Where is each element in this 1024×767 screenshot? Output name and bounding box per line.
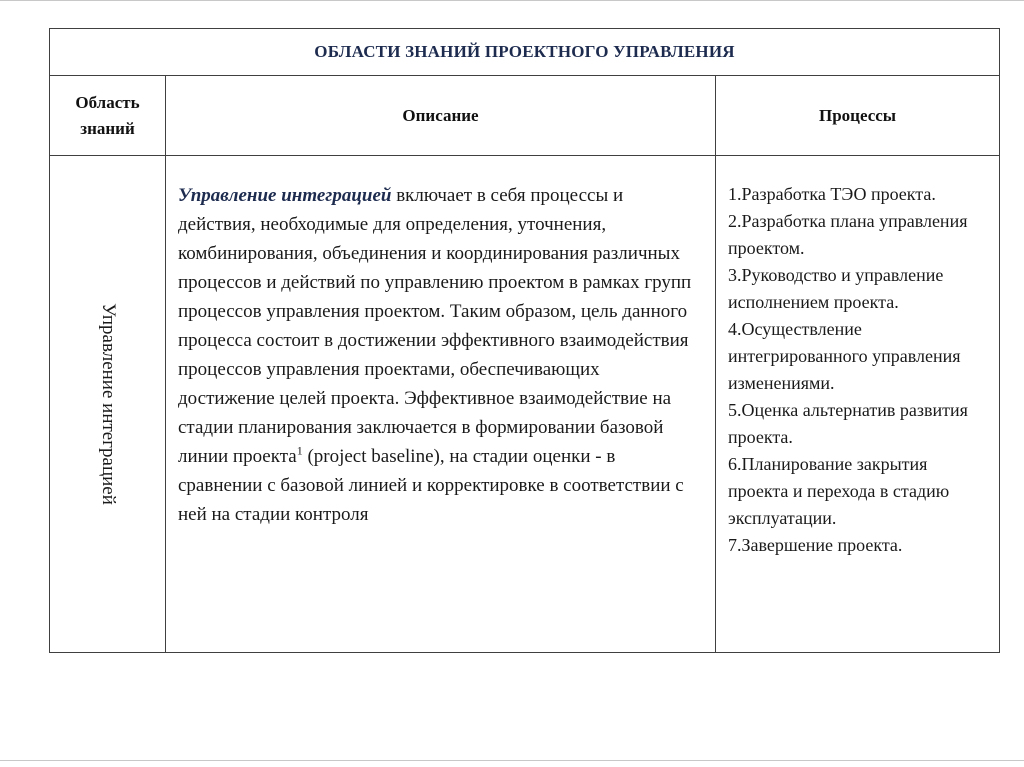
slide-top-border bbox=[0, 0, 1024, 1]
area-name: Управление интеграцией bbox=[97, 303, 119, 505]
process-item-3: 3.Руководство и управление исполнением проекта. bbox=[728, 265, 944, 312]
header-area-line2: знаний bbox=[80, 118, 135, 138]
process-item-2: 2.Разработка плана управления проектом. bbox=[728, 211, 968, 258]
footnote-mark: 1 bbox=[296, 443, 303, 458]
process-item-7: 7.Завершение проекта. bbox=[728, 535, 903, 555]
area-cell bbox=[50, 156, 166, 653]
table-title: ОБЛАСТИ ЗНАНИЙ ПРОЕКТНОГО УПРАВЛЕНИЯ bbox=[50, 29, 1000, 76]
table-row bbox=[50, 156, 1000, 653]
process-item-4: 4.Осуществление интегрированного управления изменениями. bbox=[728, 319, 961, 393]
header-processes: Процессы bbox=[716, 76, 1000, 156]
slide-bottom-border bbox=[0, 760, 1024, 761]
knowledge-areas-table bbox=[49, 28, 1000, 653]
description-text bbox=[178, 181, 699, 529]
process-list bbox=[728, 181, 991, 559]
header-description: Описание bbox=[166, 76, 716, 156]
description-body: включает в себя процессы и действия, необходимые для определения, уточнения, комбинирования, объединения и координирования различных процессов и действий по управлению проектом в рамках групп процессов управления проектом. Таким образом, цель данного процесса состоит в достижении эффективного взаимодействия процессов управления проектами, обеспечивающих достижение целей проекта. Эффективное взаимодействие на стадии планирования заключается в формировании базовой линии проекта bbox=[178, 185, 692, 467]
processes-cell bbox=[716, 156, 1000, 653]
title-row bbox=[50, 29, 1000, 76]
process-item-1: 1.Разработка ТЭО проекта. bbox=[728, 184, 936, 204]
header-row bbox=[50, 76, 1000, 156]
header-area bbox=[50, 76, 166, 156]
description-tail: (project baseline), на стадии оценки - в сравнении с базовой линией и корректировке в соответствии с ней на стадии контроля bbox=[178, 446, 684, 525]
process-item-5: 5.Оценка альтернатив развития проекта. bbox=[728, 400, 968, 447]
process-item-6: 6.Планирование закрытия проекта и перехода в стадию эксплуатации. bbox=[728, 454, 950, 528]
header-area-line1: Область bbox=[75, 92, 140, 112]
description-lead: Управление интеграцией bbox=[178, 185, 392, 206]
description-cell bbox=[166, 156, 716, 653]
